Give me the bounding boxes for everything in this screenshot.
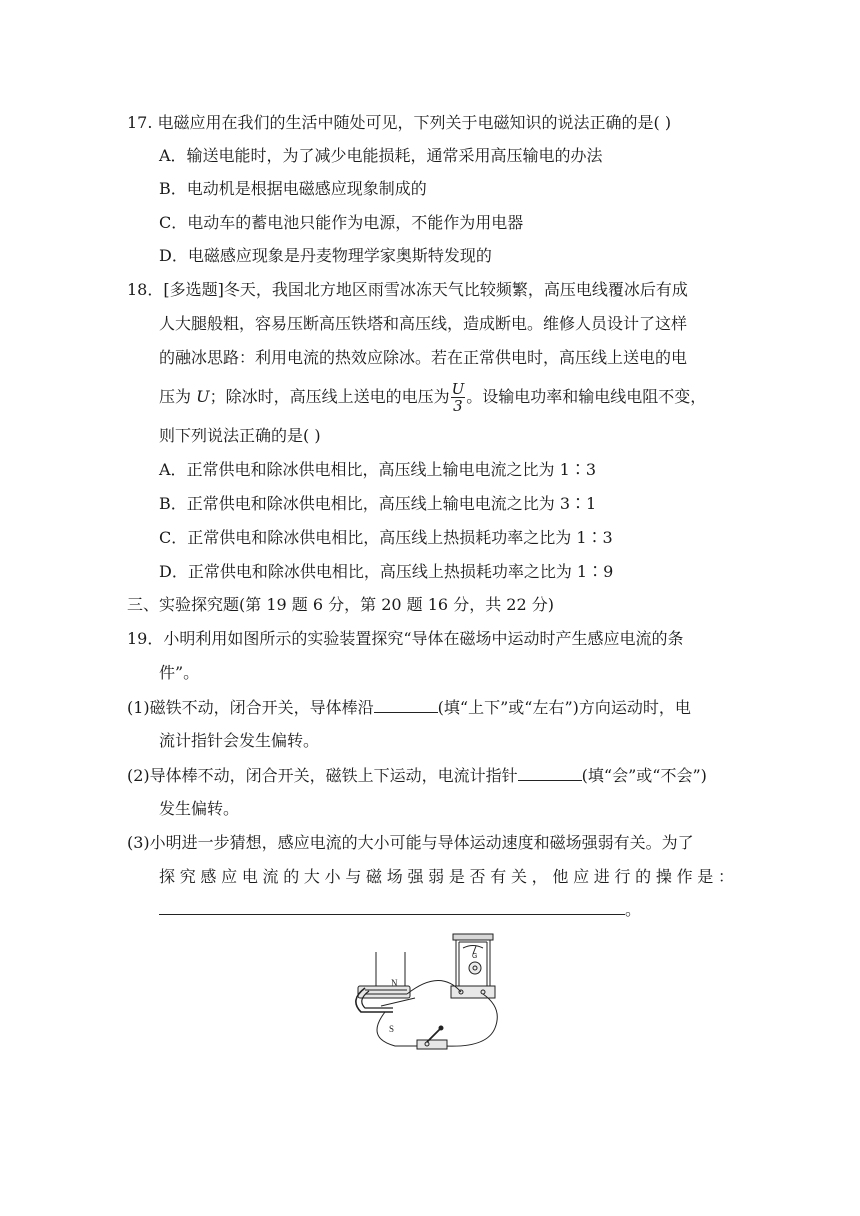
q17-option-d: D．电磁感应现象是丹麦物理学家奥斯特发现的 (159, 246, 492, 265)
justified-char: 进 (593, 867, 610, 886)
q18-line-2: 人大腿般粗，容易压断高压铁塔和高压线，造成断电。维修人员设计了这样 (159, 314, 688, 333)
justified-char: 弱 (428, 867, 445, 886)
justified-char: 电 (241, 867, 258, 886)
q19-part-2-a: (2)导体棒不动，闭合开关，磁铁上下运动，电流计指针 (127, 766, 518, 785)
q19-part-2 (127, 764, 707, 787)
q18-line-4-c: 。设输电功率和输电线电阻不变， (466, 387, 707, 406)
section-3-heading: 三、实验探究题(第 19 题 6 分，第 20 题 16 分，共 22 分) (127, 595, 554, 614)
justified-char: 操 (655, 867, 672, 886)
wire-right (445, 994, 497, 1046)
q18-option-d: D．正常供电和除冰供电相比，高压线上热损耗功率之比为 1∶9 (159, 562, 614, 581)
q19-part-3-answer-line (159, 898, 641, 921)
justified-char: 探 (159, 867, 176, 886)
justified-char: 大 (303, 867, 320, 886)
justified-char: 否 (469, 867, 486, 886)
q17-option-c: C．电动车的蓄电池只能作为电源，不能作为用电器 (159, 213, 524, 232)
q17-option-a: A．输送电能时，为了减少电能损耗，通常采用高压输电的办法 (159, 146, 603, 165)
justified-char: 究 (179, 867, 196, 886)
q18-line-1: 18．[多选题]冬天，我国北方地区雨雪冰冻天气比较频繁，高压电线覆冰后有成 (127, 280, 688, 299)
switch-icon (417, 1026, 447, 1049)
fraction-u-over-3 (451, 381, 466, 414)
q18-option-a: A．正常供电和除冰供电相比，高压线上输电电流之比为 1∶3 (159, 460, 597, 479)
justified-char: 作 (676, 867, 693, 886)
q18-line-4-b: ；除冰时，高压线上送电的电压为 (209, 387, 450, 406)
justified-char: 磁 (366, 867, 383, 886)
q18-line-4-a: 压为 (159, 387, 197, 406)
q18-var-u: U (196, 387, 210, 406)
justified-char: 行 (614, 867, 631, 886)
q19-part-2-b: (填“会”或“不会”) (581, 766, 707, 785)
fraction-numerator: U (451, 380, 465, 398)
q19-line-2: 件”。 (159, 663, 200, 682)
justified-char: 小 (324, 867, 341, 886)
justified-char: 流 (262, 867, 279, 886)
justified-char: 是 (448, 867, 465, 886)
q19-part-1-b: (填“上下”或“左右”)方向运动时，电 (437, 698, 691, 717)
fraction-denominator: 3 (453, 397, 463, 415)
justified-char: 他 (552, 867, 569, 886)
q18-line-5: 则下列说法正确的是( ) (159, 426, 321, 445)
galvanometer-label-g: G (472, 953, 478, 960)
q19-part-3: (3)小明进一步猜想，感应电流的大小可能与导体运动速度和磁场强弱有关。为了 (127, 833, 694, 852)
justified-char: 感 (200, 867, 217, 886)
q17-option-b: B．电动机是根据电磁感应现象制成的 (159, 179, 427, 198)
q18-line-3: 的融冰思路：利用电流的热效应除冰。若在正常供电时，高压线上送电的电 (159, 348, 688, 367)
justified-char: ， (531, 867, 548, 886)
justified-char: 与 (345, 867, 362, 886)
justified-char: 是 (697, 867, 714, 886)
justified-char: 应 (573, 867, 590, 886)
q19-part-3-end: 。 (625, 900, 642, 919)
answer-blank-3[interactable] (159, 898, 625, 915)
magnet-label-n: N (391, 978, 398, 988)
q19-part-3-justified-line (159, 866, 734, 888)
q18-line-4 (159, 377, 706, 417)
answer-blank-2[interactable] (518, 764, 582, 781)
justified-char: 强 (407, 867, 424, 886)
q19-line-1: 19．小明利用如图所示的实验装置探究“导体在磁场中运动时产生感应电流的条 (127, 629, 684, 648)
q17-stem: 17. 电磁应用在我们的生活中随处可见，下列关于电磁知识的说法正确的是( ) (127, 113, 672, 132)
q19-part-2-cont: 发生偏转。 (159, 799, 240, 818)
experiment-apparatus-figure (345, 928, 505, 1053)
q19-part-1-a: (1)磁铁不动，闭合开关，导体棒沿 (127, 698, 374, 717)
justified-char: 应 (221, 867, 238, 886)
q18-option-c: C．正常供电和除冰供电相比，高压线上热损耗功率之比为 1∶3 (159, 528, 613, 547)
justified-char: 关 (510, 867, 527, 886)
horseshoe-magnet-icon (356, 952, 415, 1012)
q18-option-b: B．正常供电和除冰供电相比，高压线上输电电流之比为 3∶1 (159, 494, 597, 513)
justified-char: 场 (386, 867, 403, 886)
answer-blank-1[interactable] (374, 696, 438, 713)
magnet-label-s: S (389, 1024, 395, 1034)
justified-char: ： (717, 867, 734, 886)
justified-char: 的 (283, 867, 300, 886)
q19-part-1-cont: 流计指针会发生偏转。 (159, 731, 320, 750)
q19-part-1 (127, 696, 691, 719)
justified-char: 有 (490, 867, 507, 886)
justified-char: 的 (635, 867, 652, 886)
